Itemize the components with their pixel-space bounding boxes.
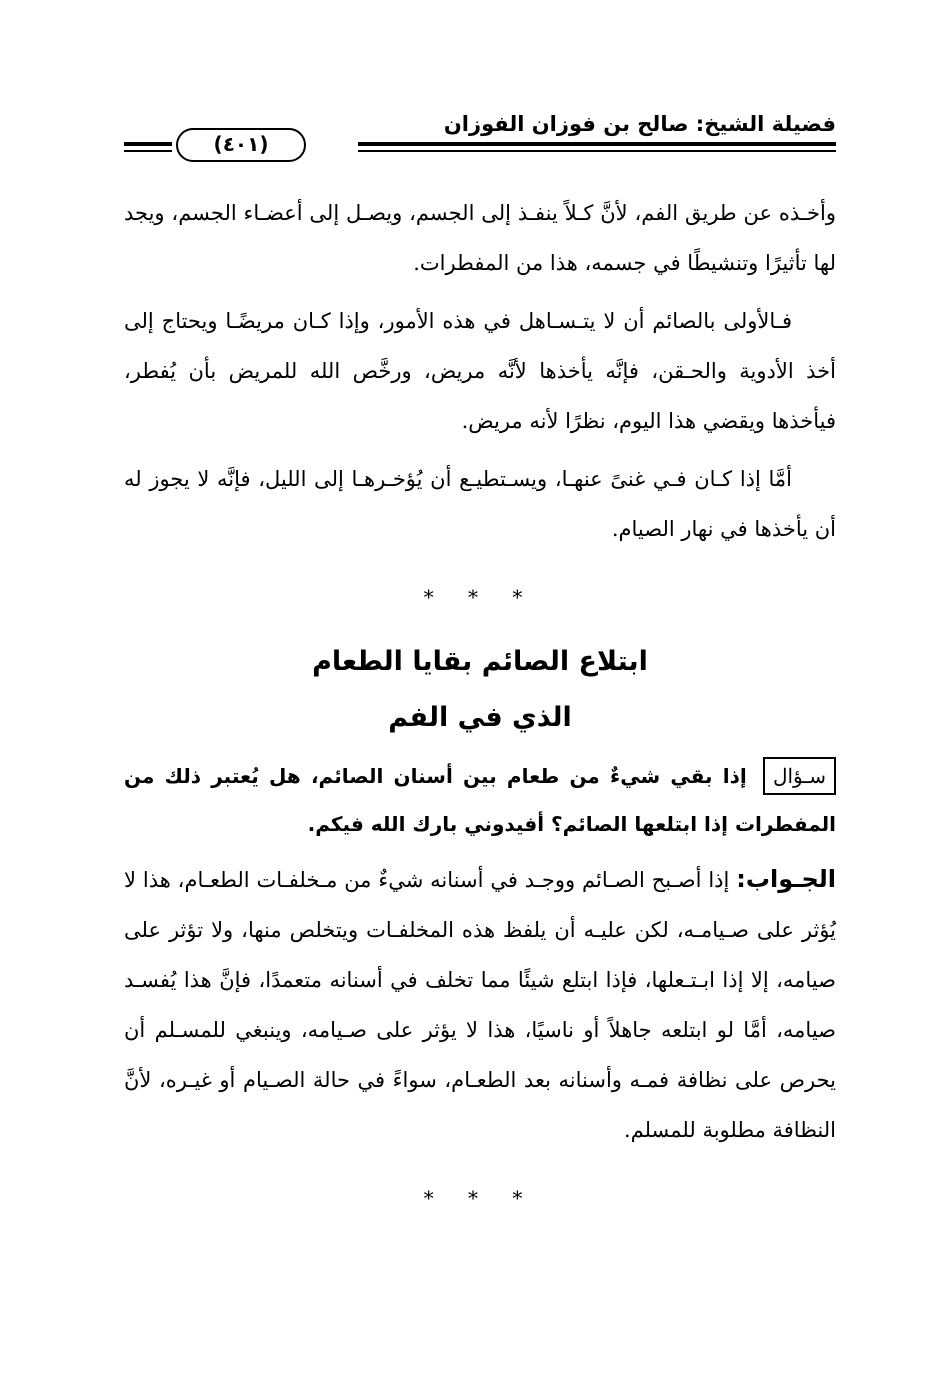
header-rule-left: [124, 142, 172, 152]
question-text: إذا بقي شيءٌ من طعام بين أسنان الصائم، هل يُعتبر ذلك من المفطرات إذا ابتلعها الصائم؟ أفيدوني بارك الله فيكم.: [124, 764, 836, 836]
question-label: سـؤال: [763, 757, 836, 795]
section-separator: * * *: [423, 585, 537, 609]
paragraph-3: أمَّا إذا كـان فـي غنىً عنهـا، ويسـتطيـع أن يُؤخـرهـا إلى الليل، فإنَّه لا يجوز له أن يأخذها في نهار الصيام.: [124, 467, 836, 541]
section-heading-line-2: الذي في الفم: [388, 702, 572, 733]
answer-text: إذا أصـبح الصـائم ووجـد في أسنانه شيءٌ من مـخلفـات الطعـام، هذا لا يُؤثر على صـيامـه، لكن عليـه أن يلفظ هذه المخلفـات ويتخلص منها، ولا تؤثر على صيامه، إلا إذا ابـتـعلها، فإذا ابتلع شيئًا مما تخلف في أسنانه متعمدًا، فإنَّ هذا يُفسـد صيامه، أمَّا لو ابتلعه جاهلاً أو ناسيًا، هذا لا يؤثر على صـيامه، وينبغي للمسـلم أن يحرص على نظافة فمـه وأسنانه بعد الطعـام، سواءً في حالة الصـيام أو غيـره، لأنَّ النظافة مطلوبة للمسلم.: [124, 868, 836, 1142]
header-rule-right: [358, 142, 836, 152]
end-separator: * * *: [423, 1186, 537, 1210]
paragraph-1: وأخـذه عن طريق الفم، لأنَّ كـلاً ينفـذ إلى الجسم، ويصـل إلى أعضـاء الجسم، ويجد لها تأثيرًا وتنشيطًا في جسمه، هذا من المفطرات.: [124, 201, 836, 275]
question-block: [124, 752, 836, 848]
paragraph-2: فـالأولى بالصائم أن لا يتـسـاهل في هذه الأمور، وإذا كـان مريضًـا ويحتاج إلى أخذ الأدوية والحـقن، فإنَّه يأخذها لأنَّه مريض، ورخَّص الله للمريض بأن يُفطر، فيأخذها ويقضي هذا اليوم، نظرًا لأنه مريض.: [124, 309, 836, 433]
answer-label: الجـواب:: [736, 865, 836, 893]
page-number: (٤٠١): [176, 128, 306, 162]
answer-block: [124, 854, 836, 1155]
page-header: [124, 112, 836, 156]
header-title: فضيلة الشيخ: صالح بن فوزان الفوزان: [443, 112, 836, 136]
section-heading-line-1: ابتلاع الصائم بقايا الطعام: [312, 646, 648, 677]
page-content: [124, 188, 836, 1235]
